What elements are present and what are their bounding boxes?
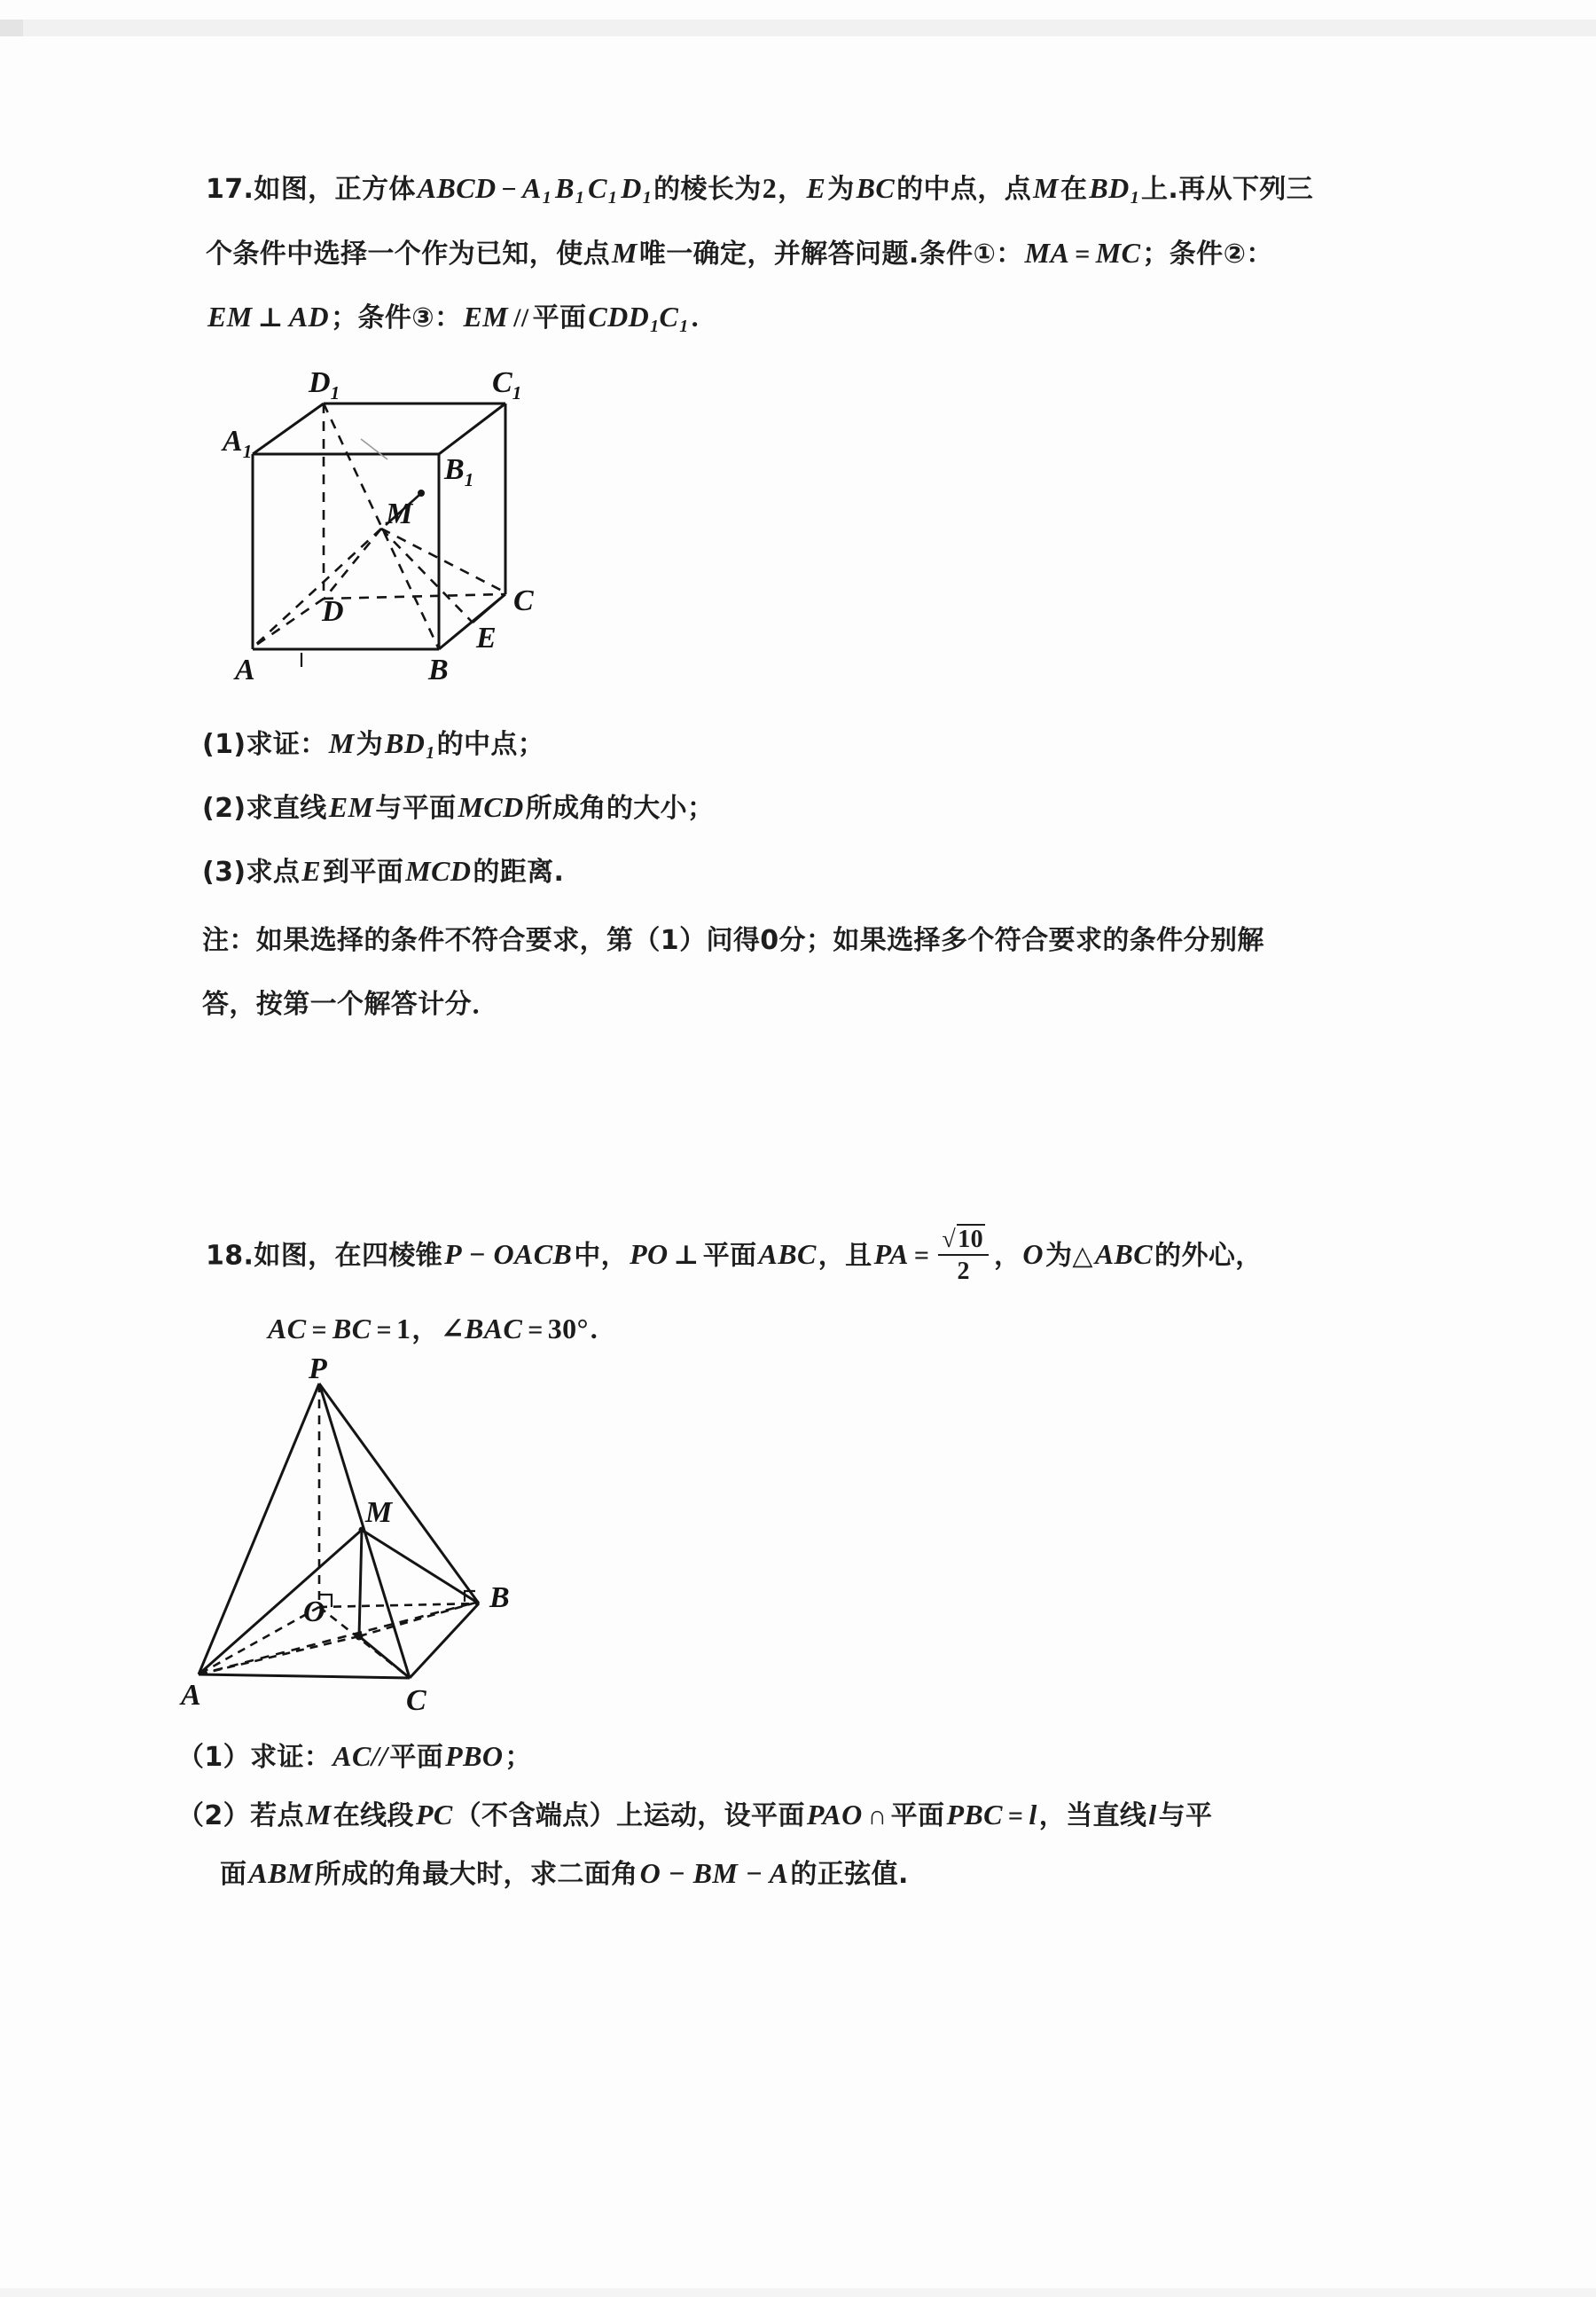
q18-2-a: 在线段 (332, 1800, 414, 1831)
q18-2-m: M (305, 1799, 332, 1831)
pyramid-edge-M-O-proj (359, 1530, 362, 1636)
problem17-line1 (206, 170, 1313, 208)
q18-2-tag: （2）若点 (177, 1800, 304, 1831)
cube-edge-B1-C1 (439, 404, 505, 454)
q17-1-bd1: $BD_1$ (384, 727, 435, 763)
pa-denominator: 2 (957, 1258, 970, 1286)
q17-3-mid: 到平面 (323, 857, 404, 888)
intersection-symbol: ∩ (867, 1801, 888, 1831)
q18-2-l: l (1029, 1799, 1037, 1831)
problem17-cond3-em: EM (463, 301, 509, 333)
parallel-symbol: // (513, 303, 529, 333)
problem17-lead: 17.如图，正方体 (206, 174, 416, 205)
problem18-lead: 18.如图，在四棱锥 (206, 1240, 443, 1272)
pyramid-edge-P-B (319, 1384, 479, 1603)
problem17-line2-b: 唯一确定，并解答问题.条件①： (638, 239, 1023, 270)
stray-mark (361, 439, 387, 459)
pyramid-figure (177, 1352, 550, 1738)
problem17-line2-m: M (612, 237, 638, 269)
pyramid-label-B: B (489, 1581, 510, 1614)
q18-2b-b: 所成的角最大时，求二面角 (314, 1859, 638, 1890)
q18-2-pc: PC (415, 1799, 453, 1831)
q17-2-mcd: MCD (458, 791, 524, 823)
problem17-line2-c: ；条件②： (1142, 239, 1273, 270)
problem17-line3 (206, 299, 700, 337)
cube-label-A: A (235, 654, 255, 686)
q18-2-c: 平面 (890, 1800, 945, 1831)
cube-point-M-dot (418, 490, 425, 497)
cube-label-D: D (322, 595, 344, 628)
pyramid-label-O: O (303, 1595, 325, 1628)
cube-figure (217, 355, 590, 709)
problem18-line1-a: 中， (574, 1240, 629, 1272)
pyramid-label-C: C (406, 1684, 426, 1717)
q18-1-mid: 平面 (389, 1742, 444, 1773)
problem18-degree: 30° (547, 1313, 589, 1344)
q17-3-tag: (3)求点 (202, 857, 301, 888)
problem17-solid-abcd: ABCD (417, 172, 497, 204)
q18-2-d: ，当直线 (1038, 1800, 1147, 1831)
problem18-question-2-line2 (220, 1855, 909, 1892)
problem17-cond2-ad: AD (288, 301, 330, 333)
problem17-d1: $D_1$ (621, 172, 653, 208)
problem17-cond2-em: EM (207, 301, 253, 333)
q18-1-pbo: PBO (445, 1740, 504, 1772)
problem17-note-line1: 注：如果选择的条件不符合要求，第（1）问得0分；如果选择多个符合要求的条件分别解 (202, 925, 1264, 956)
problem18-question-2-line1 (177, 1797, 1212, 1833)
problem17-mid5: 在 (1060, 174, 1088, 205)
cube-label-B: B (428, 654, 449, 686)
cube-segment-M-D (324, 529, 381, 600)
problem18-line2 (266, 1311, 598, 1347)
q18-2-b: （不含端点）上运动，设平面 (454, 1800, 805, 1831)
q17-1-mid: 为 (356, 729, 383, 760)
q18-2b-c: 的正弦值. (790, 1859, 909, 1890)
problem17-point-m: M (1033, 172, 1060, 204)
problem17-tail: 上.再从下列三 (1141, 174, 1314, 205)
problem18-eq1: = (311, 1315, 327, 1344)
perpendicular-symbol-2: ⊥ (673, 1241, 700, 1271)
q17-1-tag: (1)求证： (202, 729, 327, 760)
problem18-line1-b: 平面 (702, 1240, 757, 1272)
problem17-edge-length: 2 (762, 172, 778, 204)
problem18-angle-bac: ∠BAC (440, 1313, 523, 1344)
problem17-a1: $A_1$ (522, 172, 552, 208)
pyramid-edge-C-B (410, 1603, 479, 1678)
problem18-ac: AC (268, 1313, 307, 1344)
q17-1-tail: 的中点； (436, 729, 545, 760)
problem18-pa: PA (873, 1238, 909, 1271)
problem18-eq2: = (376, 1315, 392, 1344)
problem18-eq: = (913, 1241, 930, 1271)
cube-edge-A1-D1 (253, 404, 324, 454)
pyramid-edge-A-C (199, 1674, 410, 1678)
problem18-bc: BC (332, 1313, 372, 1344)
problem18-abc: ABC (758, 1238, 817, 1271)
pyramid-edge-O-B (319, 1603, 479, 1607)
problem18-po: PO (630, 1238, 669, 1271)
q17-2-tail: 所成角的大小； (525, 793, 715, 824)
problem17-line3-b: 平面 (532, 302, 587, 333)
pyramid-label-M: M (365, 1496, 393, 1529)
problem18-line2-dot: . (590, 1313, 598, 1344)
cube-label-E: E (476, 622, 497, 655)
problem18-line1-d: ， (994, 1240, 1021, 1272)
problem17-line2-a: 个条件中选择一个作为已知，使点 (206, 239, 610, 270)
pyramid-point-M-dot (359, 1527, 365, 1533)
q17-3-mcd: MCD (405, 855, 472, 887)
problem18-o: O (1022, 1238, 1044, 1271)
pyramid-label-P: P (309, 1352, 327, 1385)
cube-diagram-svg (217, 355, 590, 709)
pyramid-edge-M-B (362, 1530, 479, 1603)
q18-2b-a: 面 (220, 1859, 247, 1890)
q17-3-tail: 的距离. (473, 857, 565, 888)
pyramid-edge-P-A (199, 1384, 319, 1674)
problem17-cond1-right: MC (1095, 237, 1141, 269)
problem17-point-e: E (806, 172, 826, 204)
cube-label-C: C (513, 584, 534, 617)
problem17-question-3 (202, 853, 564, 890)
problem18-pyramid-name: P − OACB (444, 1238, 573, 1271)
problem17-mid2: ， (778, 174, 805, 205)
problem18-one: 1 (396, 1313, 411, 1344)
problem17-question-2 (202, 789, 714, 826)
q18-2-e: 与平 (1158, 1800, 1213, 1831)
problem17-note-line2: 答，按第一个解答计分． (202, 989, 499, 1020)
problem17-cond1-left: MA (1024, 237, 1070, 269)
problem18-line1-c: ，且 (818, 1240, 872, 1272)
cube-label-A1: $A_1$ (223, 425, 253, 462)
problem17-seg-bc: BC (856, 172, 896, 204)
q18-1-tail: ； (505, 1742, 532, 1773)
problem17-question-1 (202, 725, 544, 764)
problem17-line2 (206, 235, 1273, 271)
problem17-line3-dot: . (691, 301, 699, 333)
problem17-mid4: 的中点，点 (896, 174, 1032, 205)
q17-2-mid: 与平面 (375, 793, 457, 824)
problem18-question-1 (177, 1738, 532, 1775)
problem17-c1: $C_1$ (588, 172, 618, 208)
problem17-b1: $B_1$ (555, 172, 585, 208)
q17-3-e: E (301, 855, 322, 887)
problem18-comma: ， (411, 1314, 439, 1345)
cube-label-C1: $C_1$ (492, 366, 522, 404)
pa-fraction (933, 1224, 994, 1287)
perpendicular-symbol: ⊥ (257, 303, 284, 333)
pyramid-label-A: A (181, 1679, 201, 1712)
q18-2-pbc: PBC (946, 1799, 1003, 1831)
pa-numerator: √10 (938, 1224, 989, 1256)
problem17-mid3: 为 (827, 174, 855, 205)
problem17-cond1-eq: = (1075, 239, 1091, 269)
q18-2-pao: PAO (806, 1799, 863, 1831)
problem18-line1 (206, 1224, 1263, 1287)
cube-label-D1: $D_1$ (309, 366, 340, 404)
cube-edge-D-A (253, 599, 324, 647)
problem17-seg-bd1: $BD_1$ (1089, 172, 1140, 208)
problem18-eq3: = (528, 1315, 544, 1344)
q17-2-em: EM (328, 791, 374, 823)
problem17-mid1: 的棱长为 (653, 174, 762, 205)
problem18-abc2: ABC (1094, 1238, 1154, 1271)
cube-segment-M-C (381, 529, 505, 592)
cube-segment-E-C (473, 594, 505, 623)
cube-segment-M-A (253, 529, 381, 647)
q18-1-tag: （1）求证： (177, 1742, 332, 1773)
pyramid-diagram-svg (177, 1352, 550, 1738)
q18-1-ac: AC// (332, 1740, 388, 1772)
problem17-dash: − (501, 175, 517, 204)
cube-label-M: M (386, 498, 413, 530)
q18-2b-abm: ABM (248, 1857, 313, 1889)
q17-1-m: M (328, 727, 355, 759)
problem17-cond3-plane: $CDD_1C_1$ (588, 301, 689, 336)
q18-2-l2: l (1148, 1799, 1157, 1831)
problem18-line1-f: 的外心， (1154, 1240, 1263, 1272)
cube-label-B1: $B_1$ (444, 453, 474, 490)
problem18-line1-e: 为△ (1044, 1240, 1093, 1272)
q17-2-tag: (2)求直线 (202, 793, 327, 824)
q18-2b-dihedral: O − BM − A (639, 1857, 789, 1889)
q18-2-eq: = (1007, 1801, 1024, 1831)
problem17-line3-a: ；条件③： (331, 302, 462, 333)
pyramid-edge-O-A (199, 1607, 319, 1674)
cube-segment-M-E (381, 529, 473, 623)
pyramid-point-foot-dot (356, 1633, 364, 1641)
